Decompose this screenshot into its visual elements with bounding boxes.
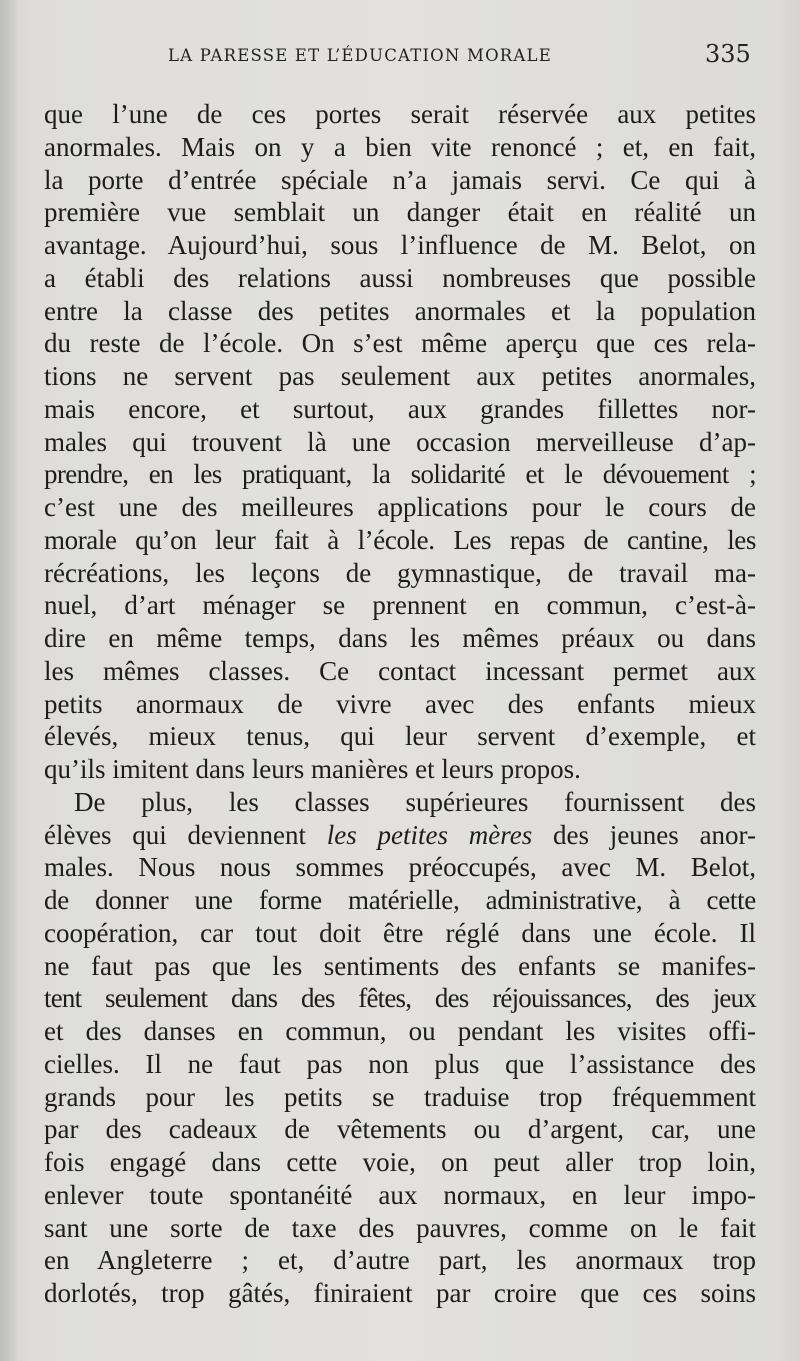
text-line-with-italic xyxy=(44,819,756,852)
text-line: avantage. Aujourd’hui, sous l’influence de M. Belot, on xyxy=(44,230,756,260)
text-line: prendre, en les pratiquant, la solidarité et le dévouement ; xyxy=(44,459,756,490)
text-line: que l’une de ces portes serait réservée aux petites xyxy=(44,99,756,129)
page-gutter-shadow xyxy=(0,0,18,1361)
paragraph-first-line: De plus, les classes supérieures fournissent des xyxy=(74,786,756,817)
text-line: de donner une forme matérielle, administrative, à cette xyxy=(44,885,756,915)
page-number: 335 xyxy=(705,40,751,68)
text-line: anormales. Mais on y a bien vite renoncé ; et, en fait, xyxy=(44,131,756,162)
body-text xyxy=(44,98,756,1310)
text-line: c’est une des meilleures applications pour le cours de xyxy=(44,492,756,522)
text-line: nuel, d’art ménager se prennent en commun, c’est-à- xyxy=(44,590,756,621)
text-line: par des cadeaux de vêtements ou d’argent, car, une xyxy=(44,1114,756,1145)
text-line: la porte d’entrée spéciale n’a jamais servi. Ce qui à xyxy=(44,164,756,195)
text-line: en Angleterre ; et, d’autre part, les anormaux trop xyxy=(44,1245,756,1276)
text-line: dire en même temps, dans les mêmes préaux ou dans xyxy=(44,623,756,653)
text-line: mais encore, et surtout, aux grandes fillettes nor- xyxy=(44,393,756,424)
text-line: du reste de l’école. On s’est même aperçu que ces rela- xyxy=(44,328,756,359)
text-line: tent seulement dans des fêtes, des réjouissances, des jeux xyxy=(44,983,756,1014)
text-line: et des danses en commun, ou pendant les visites offi- xyxy=(44,1016,756,1046)
text-line: petits anormaux de vivre avec des enfants mieux xyxy=(44,688,756,719)
text-line: enlever toute spontanéité aux normaux, en leur impo- xyxy=(44,1179,756,1210)
text-run: des jeunes anor- xyxy=(532,819,756,850)
paragraph-last-line: qu’ils imitent dans leurs manières et leurs propos. xyxy=(44,754,581,784)
italic-phrase: les petites mères xyxy=(326,819,533,850)
text-line: morale qu’on leur fait à l’école. Les repas de cantine, les xyxy=(44,524,756,555)
text-line: sant une sorte de taxe des pauvres, comme on le fait xyxy=(44,1212,756,1243)
text-line: dorlotés, trop gâtés, finiraient par croire que ces soins xyxy=(44,1278,756,1308)
text-line: tions ne servent pas seulement aux petites anormales, xyxy=(44,361,756,391)
text-line: cielles. Il ne faut pas non plus que l’assistance des xyxy=(44,1048,756,1079)
text-line: coopération, car tout doit être réglé dans une école. Il xyxy=(44,917,756,948)
text-line: grands pour les petits se traduise trop fréquemment xyxy=(44,1081,756,1112)
text-line: a établi des relations aussi nombreuses que possible xyxy=(44,262,756,293)
text-run: élèves qui deviennent xyxy=(44,819,327,850)
text-line: première vue semblait un danger était en réalité un xyxy=(44,197,756,228)
running-title: LA PARESSE ET L’ÉDUCATION MORALE xyxy=(168,46,552,65)
text-line: males qui trouvent là une occasion merveilleuse d’ap- xyxy=(44,426,756,457)
text-line: les mêmes classes. Ce contact incessant permet aux xyxy=(44,655,756,686)
text-line: fois engagé dans cette voie, on peut aller trop loin, xyxy=(44,1147,756,1177)
text-line: élevés, mieux tenus, qui leur servent d’exemple, et xyxy=(44,721,756,752)
text-line: récréations, les leçons de gymnastique, de travail ma- xyxy=(44,557,756,588)
page-header xyxy=(0,40,800,74)
text-line: ne faut pas que les sentiments des enfants se manifes- xyxy=(44,950,756,981)
text-line: males. Nous nous sommes préoccupés, avec M. Belot, xyxy=(44,852,756,883)
text-line: entre la classe des petites anormales et la population xyxy=(44,295,756,326)
